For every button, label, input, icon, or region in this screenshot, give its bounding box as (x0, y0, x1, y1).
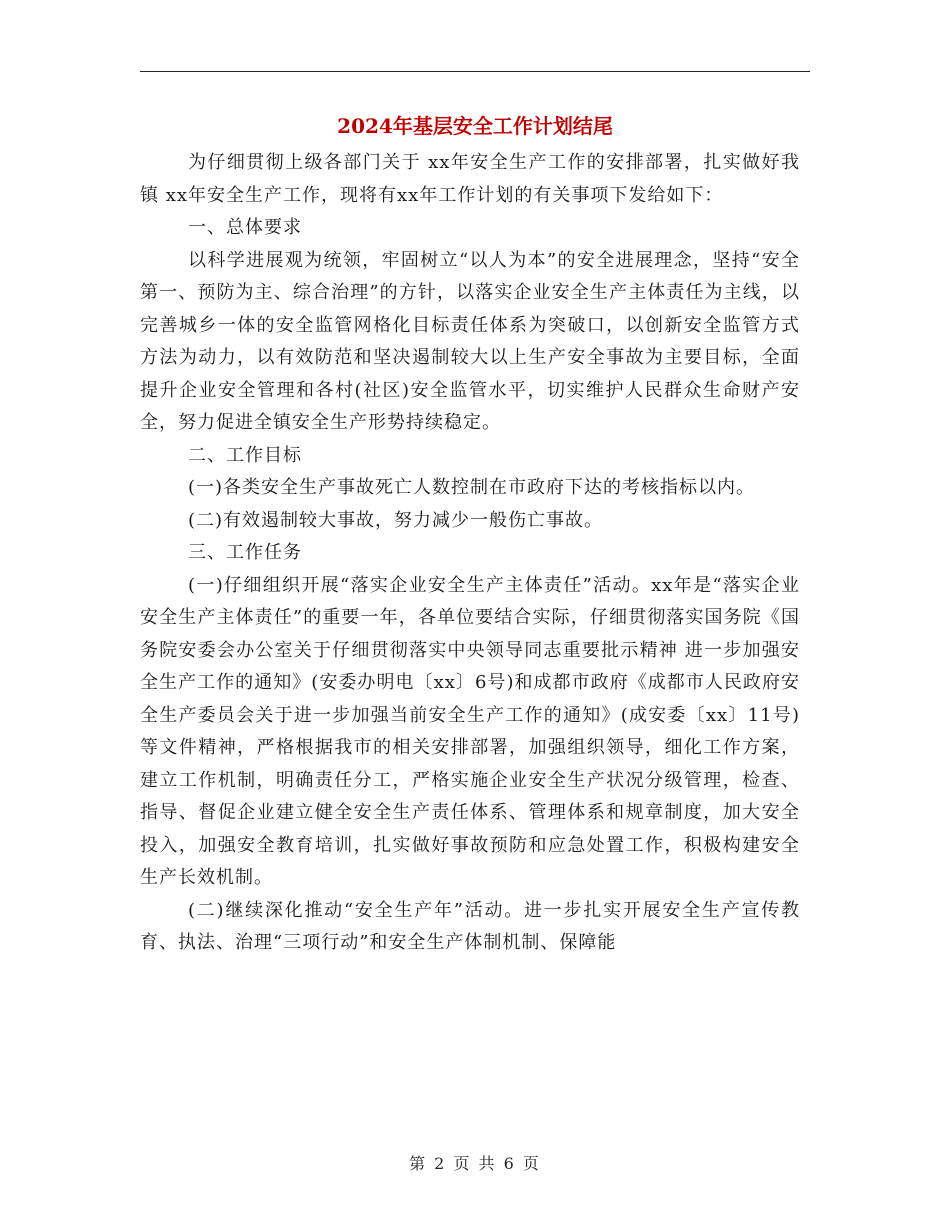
section-heading-3: 三、工作任务 (188, 542, 302, 563)
paragraph-intro: 为仔细贯彻上级各部门关于 xx年安全生产工作的安排部署，扎实做好我镇 xx年安全生产工作，现将有xx年工作计划的有关事项下发给如下： (140, 152, 800, 206)
paragraph-task-1: (一)仔细组织开展“落实企业安全生产主体责任”活动。xx年是“落实企业安全生产主体责任”的重要一年，各单位要结合实际，仔细贯彻落实国务院《国务院安委会办公室关于仔细贯彻落实中央领导同志重要批示精神 进一步加强安全生产工作的通知》(安委办明电〔xx〕6号)和成都市政府《成都市人民政府安全生产委员会关于进一步加强当前安全生产工作的通知》(成安委〔xx〕11号)等文件精神，严格根据我市的相关安排部署，加强组织领导，细化工作方案，建立工作机制，明确责任分工，严格实施企业安全生产状况分级管理，检查、指导、督促企业建立健全安全生产责任体系、管理体系和规章制度，加大安全投入，加强安全教育培训，扎实做好事故预防和应急处置工作，积极构建安全生产长效机制。 (140, 574, 800, 888)
page-number-footer: 第 2 页 共 6 页 (409, 1154, 541, 1173)
paragraph-goal-2: (二)有效遏制较大事故，努力减少一般伤亡事故。 (188, 509, 604, 531)
section-heading-2: 二、工作目标 (188, 444, 302, 466)
document-title: 2024年基层安全工作计划结尾 (337, 114, 613, 138)
document-body (140, 147, 800, 960)
section-heading-1: 一、总体要求 (188, 217, 302, 238)
header-rule (140, 71, 810, 72)
paragraph-general-requirements: 以科学进展观为统领，牢固树立“以人为本”的安全进展理念，坚持“安全第一、预防为主、综合治理”的方针，以落实企业安全生产主体责任为主线，以完善城乡一体的安全监管网格化目标责任体系为突破口，以创新安全监管方式方法为动力，以有效防范和坚决遏制较大以上生产安全事故为主要目标，全面提升企业安全管理和各村(社区)安全监管水平，切实维护人民群众生命财产安全，努力促进全镇安全生产形势持续稳定。 (140, 249, 800, 433)
paragraph-task-2: (二)继续深化推动“安全生产年”活动。进一步扎实开展安全生产宣传教育、执法、治理“三项行动”和安全生产体制机制、保障能 (140, 899, 800, 953)
paragraph-goal-1: (一)各类安全生产事故死亡人数控制在市政府下达的考核指标以内。 (188, 477, 756, 498)
